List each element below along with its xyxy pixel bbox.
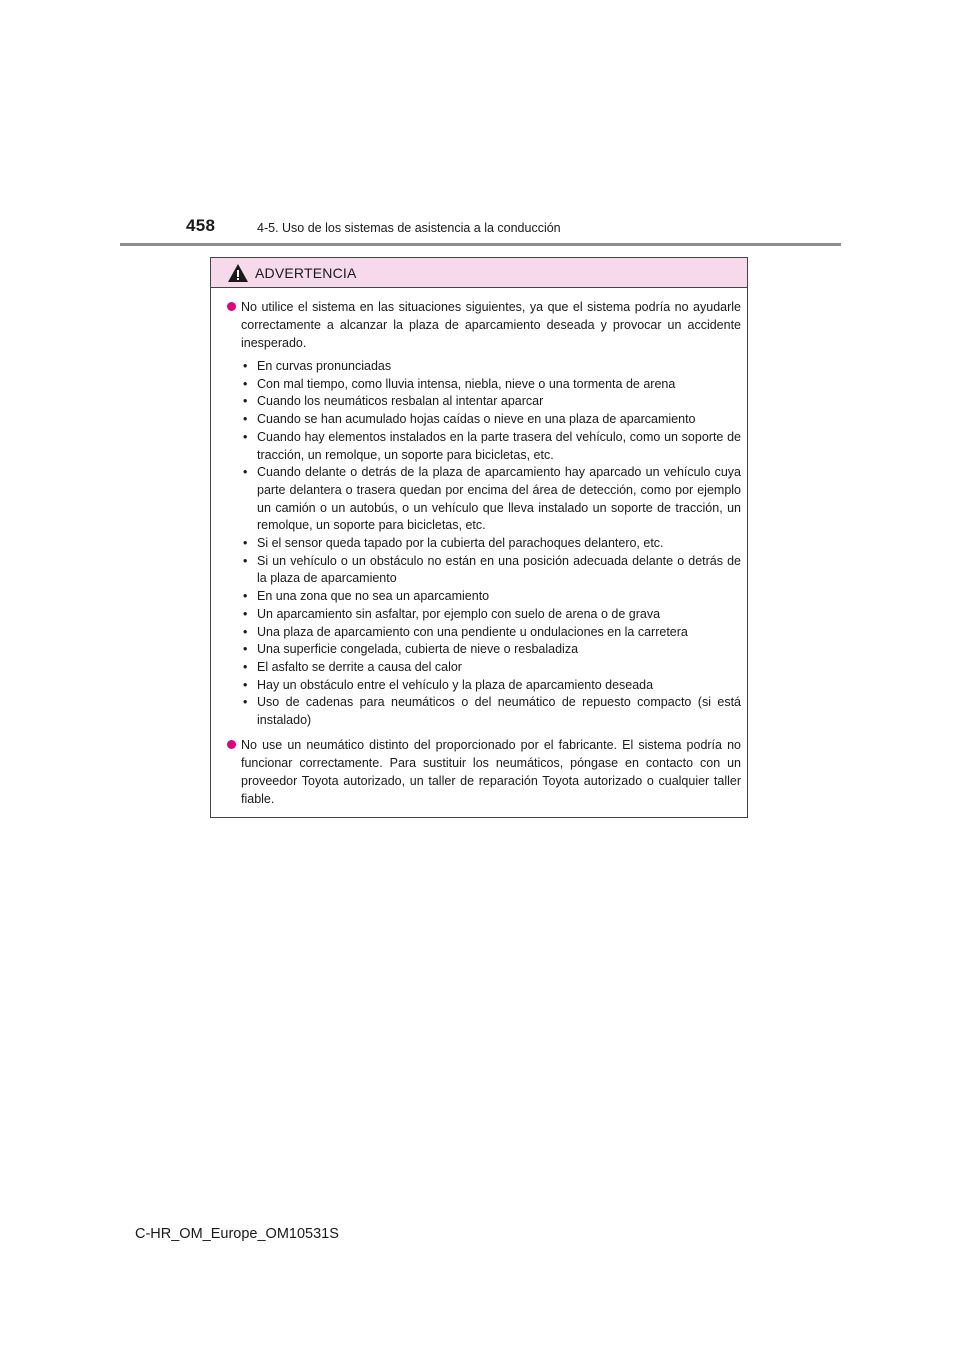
situation-list xyxy=(241,358,741,730)
list-item-text: El asfalto se derrite a causa del calor xyxy=(257,659,462,674)
list-item-text: Cuando los neumáticos resbalan al intentar aparcar xyxy=(257,394,544,409)
bullet-icon: • xyxy=(243,394,248,409)
list-item-text: Uso de cadenas para neumáticos o del neumático de repuesto compacto (si está instalado) xyxy=(257,695,741,728)
bullet-icon: • xyxy=(243,376,248,391)
list-item xyxy=(241,376,741,394)
list-item-text: En una zona que no sea un aparcamiento xyxy=(257,589,490,604)
list-item xyxy=(241,393,741,411)
list-item xyxy=(241,624,741,642)
list-item-text: Con mal tiempo, como lluvia intensa, niebla, nieve o una tormenta de arena xyxy=(257,376,676,391)
bullet-icon: • xyxy=(243,359,248,373)
warning-header xyxy=(211,258,747,288)
list-item xyxy=(241,429,741,464)
section-title: 4-5. Uso de los sistemas de asistencia a la conducción xyxy=(257,221,561,235)
warning-item xyxy=(227,736,741,808)
warning-triangle-icon xyxy=(227,263,249,283)
list-item xyxy=(241,464,741,535)
bullet-icon: • xyxy=(243,695,248,710)
warning-box xyxy=(210,257,748,818)
bullet-icon: • xyxy=(243,429,248,444)
warning-item-text: No use un neumático distinto del proporcionado por el fabricante. El sistema podría no funcionar correctamente. Para sustituir los neumáticos, póngase en contacto con un proveedor Toyota autorizado, un taller de reparación Toyota autorizado o cualquier taller fiable. xyxy=(241,737,741,806)
bullet-icon: • xyxy=(243,412,248,427)
list-item-text: Si el sensor queda tapado por la cubierta del parachoques delantero, etc. xyxy=(257,536,664,551)
list-item xyxy=(241,677,741,695)
bullet-icon: • xyxy=(243,553,248,568)
list-item-text: Una superficie congelada, cubierta de nieve o resbaladiza xyxy=(257,642,579,657)
list-item-text: Cuando hay elementos instalados en la parte trasera del vehículo, como un soporte de tracción, un remolque, un soporte para bicicletas, etc. xyxy=(257,429,741,462)
bullet-dot-icon xyxy=(227,740,236,749)
bullet-icon: • xyxy=(243,659,248,674)
list-item-text: Hay un obstáculo entre el vehículo y la plaza de aparcamiento deseada xyxy=(257,677,654,692)
list-item xyxy=(241,358,741,376)
list-item xyxy=(241,411,741,429)
warning-body xyxy=(211,288,747,808)
list-item xyxy=(241,659,741,677)
bullet-icon: • xyxy=(243,677,248,692)
bullet-dot-icon xyxy=(227,302,236,311)
list-item-text: Cuando se han acumulado hojas caídas o nieve en una plaza de aparcamiento xyxy=(257,412,696,427)
list-item xyxy=(241,535,741,553)
header-divider xyxy=(120,243,841,246)
bullet-icon: • xyxy=(243,624,248,639)
warning-item xyxy=(227,298,741,352)
list-item-text: Si un vehículo o un obstáculo no están en una posición adecuada delante o detrás de la plaza de aparcamiento xyxy=(257,553,741,586)
bullet-icon: • xyxy=(243,465,248,480)
list-item xyxy=(241,641,741,659)
bullet-icon: • xyxy=(243,642,248,657)
list-item-text: Cuando delante o detrás de la plaza de aparcamiento hay aparcado un vehículo cuya parte delantera o trasera quedan por encima del área de detección, como por ejemplo un camión o un autobús, o un vehículo que lleva instalado un soporte de tracción, un remolque, un soporte para bicicletas, etc. xyxy=(257,465,741,533)
list-item xyxy=(241,606,741,624)
bullet-icon: • xyxy=(243,606,248,621)
list-item xyxy=(241,588,741,606)
warning-item-text: No utilice el sistema en las situaciones siguientes, ya que el sistema podría no ayudarle correctamente a alcanzar la plaza de aparcamiento deseada y provocar un accidente inesperado. xyxy=(241,300,741,350)
list-item-text: Una plaza de aparcamiento con una pendiente u ondulaciones en la carretera xyxy=(257,624,688,639)
bullet-icon: • xyxy=(243,589,248,604)
list-item-text: Un aparcamiento sin asfaltar, por ejemplo con suelo de arena o de grava xyxy=(257,606,661,621)
list-item xyxy=(241,694,741,729)
warning-title: ADVERTENCIA xyxy=(255,264,357,281)
list-item-text: En curvas pronunciadas xyxy=(257,359,392,373)
list-item xyxy=(241,553,741,588)
document-code: C-HR_OM_Europe_OM10531S xyxy=(135,1226,339,1242)
bullet-icon: • xyxy=(243,536,248,551)
page-number: 458 xyxy=(186,216,216,235)
